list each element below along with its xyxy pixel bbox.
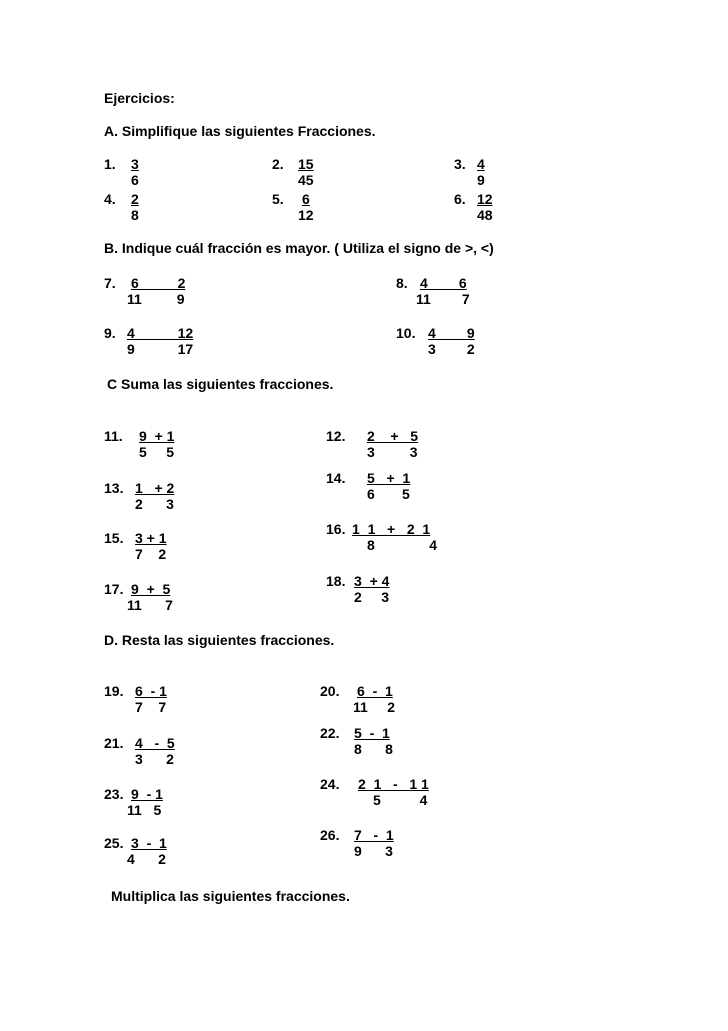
- numerator: 5 + 1: [367, 470, 411, 486]
- denominator: 8: [131, 207, 139, 223]
- numerator: 15: [298, 156, 314, 172]
- denominator: 11 5: [127, 802, 162, 818]
- exercise-number: 8.: [396, 275, 408, 291]
- denominator: 9 3: [354, 843, 393, 859]
- denominator: 3 2: [428, 341, 475, 357]
- denominator: 9 17: [127, 341, 194, 357]
- exercise-number: 1.: [104, 156, 116, 172]
- numerator: 3: [131, 156, 139, 172]
- numerator: 3 + 4: [354, 573, 390, 589]
- numerator: 4 6: [420, 275, 467, 291]
- section-b-title: B. Indique cuál fracción es mayor. ( Utiliza el signo de >, <): [104, 240, 494, 256]
- exercise-number: 20.: [320, 683, 340, 699]
- page-header: Ejercicios:: [104, 90, 175, 106]
- exercise-number: 2.: [272, 156, 284, 172]
- numerator: 2 + 5: [367, 428, 418, 444]
- exercise-number: 15.: [104, 530, 124, 546]
- exercise-number: 14.: [326, 470, 346, 486]
- exercise-number: 17.: [104, 581, 124, 597]
- exercise-number: 18.: [326, 573, 346, 589]
- numerator: 6 - 1: [135, 683, 167, 699]
- denominator: 6 5: [367, 486, 410, 502]
- numerator: 1 + 2: [135, 480, 175, 496]
- exercise-number: 7.: [104, 275, 116, 291]
- denominator: 3 2: [135, 751, 174, 767]
- denominator: 7 7: [135, 699, 167, 715]
- exercise-number: 4.: [104, 191, 116, 207]
- section-d-title: D. Resta las siguientes fracciones.: [104, 632, 335, 648]
- denominator: 2 3: [135, 496, 174, 512]
- denominator: 11 7: [127, 597, 173, 613]
- exercise-number: 3.: [454, 156, 466, 172]
- numerator: 7 - 1: [354, 827, 394, 843]
- denominator: 7 2: [135, 546, 167, 562]
- exercise-number: 11.: [104, 428, 123, 444]
- numerator: 6 2: [131, 275, 186, 291]
- denominator: 11 2: [353, 699, 396, 715]
- numerator: 12: [477, 191, 493, 207]
- exercise-number: 23.: [104, 786, 124, 802]
- section-e-title: Multiplica las siguientes fracciones.: [111, 888, 350, 904]
- denominator: 5 4: [373, 792, 428, 808]
- denominator: 3 3: [367, 444, 418, 460]
- denominator: 2 3: [354, 589, 390, 605]
- denominator: 5 5: [139, 444, 175, 460]
- denominator: 11 7: [416, 291, 470, 307]
- numerator: 9 + 1: [139, 428, 175, 444]
- exercise-number: 21.: [104, 735, 124, 751]
- numerator: 9 - 1: [131, 786, 163, 802]
- numerator: 3 + 1: [135, 530, 167, 546]
- numerator: 6: [302, 191, 310, 207]
- numerator: 2 1 - 1 1: [358, 776, 429, 792]
- denominator: 12: [298, 207, 314, 223]
- denominator: 48: [477, 207, 493, 223]
- exercise-number: 22.: [320, 725, 340, 741]
- exercise-number: 13.: [104, 480, 124, 496]
- exercise-number: 12.: [326, 428, 346, 444]
- exercise-number: 6.: [454, 191, 466, 207]
- exercise-number: 24.: [320, 776, 340, 792]
- numerator: 3 - 1: [131, 835, 167, 851]
- numerator: 1 1 + 2 1: [352, 521, 431, 537]
- numerator: 5 - 1: [354, 725, 390, 741]
- exercise-number: 10.: [396, 325, 416, 341]
- denominator: 8 8: [354, 741, 393, 757]
- numerator: 4 - 5: [135, 735, 175, 751]
- exercise-number: 9.: [104, 325, 116, 341]
- numerator: 4: [477, 156, 485, 172]
- denominator: 4 2: [127, 851, 166, 867]
- numerator: 4 12: [127, 325, 194, 341]
- numerator: 2: [131, 191, 139, 207]
- denominator: 11 9: [127, 291, 185, 307]
- numerator: 4 9: [428, 325, 475, 341]
- numerator: 9 + 5: [131, 581, 171, 597]
- denominator: 45: [298, 172, 314, 188]
- exercise-number: 16.: [326, 521, 346, 537]
- exercise-number: 5.: [272, 191, 284, 207]
- exercise-number: 26.: [320, 827, 340, 843]
- denominator: 8 4: [367, 537, 438, 553]
- section-c-title: C Suma las siguientes fracciones.: [107, 376, 334, 392]
- exercise-number: 19.: [104, 683, 124, 699]
- denominator: 6: [131, 172, 139, 188]
- denominator: 9: [477, 172, 485, 188]
- section-a-title: A. Simplifique las siguientes Fracciones.: [104, 123, 376, 139]
- numerator: 6 - 1: [357, 683, 393, 699]
- exercise-number: 25.: [104, 835, 124, 851]
